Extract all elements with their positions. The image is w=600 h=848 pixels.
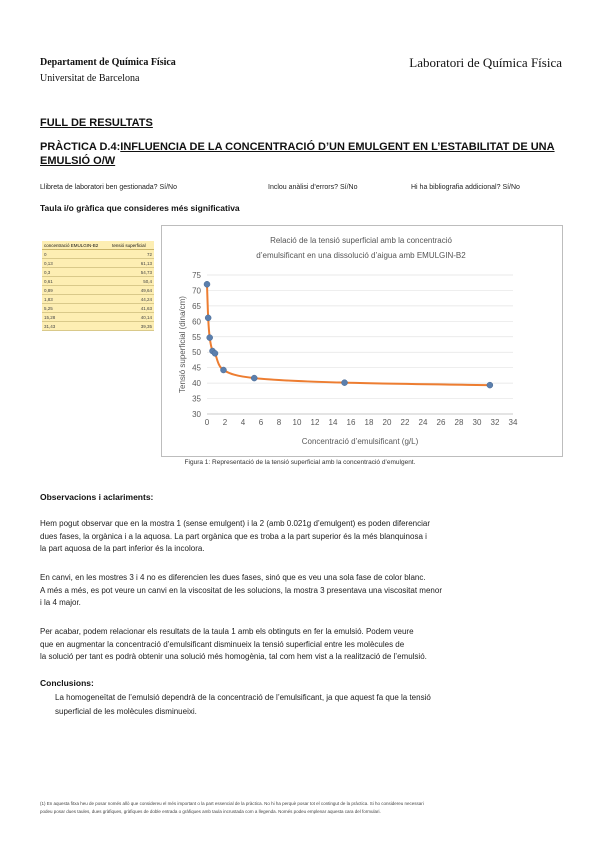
table-header-row (42, 241, 154, 250)
x-tick-label: 20 (382, 418, 392, 427)
text-line: la part aquosa de la part inferior és la incolora. (40, 544, 205, 554)
y-tick-label: 60 (192, 317, 201, 327)
x-tick-label: 32 (490, 418, 500, 427)
y-tick-label: 55 (192, 332, 201, 342)
data-point (212, 350, 218, 356)
y-tick-label: 40 (192, 379, 201, 389)
tension-cell: 44,24 (110, 295, 154, 304)
tension-cell: 49,64 (110, 286, 154, 295)
chart-title-line1: Relació de la tensió superficial amb la concentració (270, 236, 452, 245)
tension-cell: 41,63 (110, 304, 154, 313)
observations-heading: Observacions i aclariments: (40, 492, 154, 502)
y-tick-label: 30 (192, 410, 201, 419)
x-tick-label: 30 (472, 418, 482, 427)
concentration-cell: 31,43 (42, 322, 110, 331)
x-tick-label: 16 (346, 418, 356, 427)
y-axis-label: Tensió superficial (dina/cm) (178, 296, 187, 393)
data-point (207, 335, 213, 341)
y-tick-label: 65 (192, 301, 201, 311)
check-bibliography: Hi ha bibliografia addicional? Sí/No (411, 184, 520, 191)
x-tick-label: 22 (400, 418, 410, 427)
text-line: superficial de les molècules disminueixi. (55, 707, 197, 716)
y-tick-label: 35 (192, 394, 201, 404)
data-point (342, 380, 348, 386)
x-tick-label: 26 (436, 418, 446, 427)
department-name: Departament de Química Física (40, 57, 176, 68)
y-tick-label: 45 (192, 363, 201, 373)
observations-paragraph-3 (40, 626, 565, 664)
series-line (207, 284, 490, 385)
y-tick-label: 50 (192, 348, 201, 358)
table-row (42, 277, 154, 286)
footnote-line: podeu posar dues taules, dues gràfiques, gràfiques de doble entrada o gràfiques amb taula incrustada com a llegenda. Només podeu emplenar aquesta cara del formulari. (40, 809, 381, 814)
x-tick-label: 2 (222, 418, 228, 427)
x-tick-label: 18 (364, 418, 374, 427)
text-line: En canvi, en les mostres 3 i 4 no es diferencien les dues fases, sinó que es veu una sola fase de color blanc. (40, 573, 426, 582)
table-row (42, 322, 154, 331)
table-row (42, 268, 154, 277)
concentration-cell: 0,61 (42, 277, 110, 286)
text-line: i la 4 major. (40, 598, 81, 608)
table-header-cell: tensió superficial (110, 241, 154, 250)
lab-name: Laboratori de Química Física (409, 55, 562, 70)
x-tick-label: 6 (258, 418, 264, 427)
tension-cell: 72 (110, 250, 154, 259)
line-chart (161, 225, 561, 455)
y-tick-label: 75 (192, 271, 201, 280)
text-line: Hem pogut observar que en la mostra 1 (sense emulgent) i la 2 (amb 0.021g d’emulgent) es poden diferenciar (40, 519, 430, 528)
observations-paragraph-1 (40, 518, 565, 556)
concentration-cell: 1,83 (42, 295, 110, 304)
x-tick-label: 0 (204, 418, 210, 427)
text-line: Per acabar, podem relacionar els resultats de la taula 1 amb els obtinguts en fer la emulsió. Podem veure (40, 627, 414, 636)
concentration-cell: 0 (42, 250, 110, 259)
chart-title-line2: d’emulsificant en una dissolució d’aigua amb EMULGIN-B2 (256, 251, 466, 260)
x-tick-label: 24 (418, 418, 428, 427)
figure-caption: Figura 1: Representació de la tensió superficial amb la concentració d’emulgent. (184, 459, 416, 466)
data-point (205, 315, 211, 321)
footnote-line: (1) En aquesta fitxa heu de posar només allò que considereu el més important o la part essencial de la pràctica. No hi ha perquè posar tot el contingut de la pràctica. Si ho considereu necessari (40, 801, 424, 806)
concentration-cell: 0,13 (42, 259, 110, 268)
x-tick-label: 4 (240, 418, 246, 427)
table-header-cell: concentració EMULGIN-B2 (42, 241, 110, 250)
table-heading: Taula i/o gràfica que consideres més significativa (40, 203, 240, 213)
x-tick-label: 12 (310, 418, 320, 427)
x-axis-label: Concentració d’emulsificant (g/L) (301, 437, 419, 446)
tension-cell: 61,13 (110, 259, 154, 268)
concentration-cell: 5,25 (42, 304, 110, 313)
table-row (42, 313, 154, 322)
practice-code: PRÀCTICA D.4: (40, 141, 121, 153)
x-tick-label: 8 (276, 418, 282, 427)
data-table (42, 241, 154, 331)
sheet-title: FULL DE RESULTATS (40, 117, 153, 129)
table-row (42, 295, 154, 304)
conclusions-heading: Conclusions: (40, 678, 94, 688)
data-point (220, 367, 226, 373)
x-tick-label: 14 (328, 418, 338, 427)
university-name: Universitat de Barcelona (40, 73, 140, 84)
tension-cell: 54,73 (110, 268, 154, 277)
conclusions-text (55, 691, 565, 719)
text-line: La homogeneïtat de l’emulsió dependrà de la concentració de l’emulsificant, ja que aquest fa que la tensió (55, 693, 431, 702)
concentration-cell: 0,89 (42, 286, 110, 295)
data-point (251, 375, 257, 381)
table-row (42, 286, 154, 295)
text-line: A més a més, es pot veure un canvi en la viscositat de les solucions, la mostra 3 presentava una viscositat menor (40, 585, 442, 595)
text-line: que en augmentar la concentració d’emulsificant disminueix la tensió superficial entre les molècules de (40, 639, 405, 649)
text-line: la solució per tant es podrà obtenir una solució més homogènia, tal com hem vist a la realització de l’emulsió. (40, 652, 427, 662)
tension-cell: 50,4 (110, 277, 154, 286)
text-line: dues fases, la orgànica i a la aquosa. La part orgànica que es troba a la part superior és la més blanquinosa i (40, 531, 427, 541)
tension-cell: 39,35 (110, 322, 154, 331)
check-notebook: Llibreta de laboratori ben gestionada? Sí/No (40, 184, 177, 191)
tension-cell: 40,14 (110, 313, 154, 322)
check-errors: Inclou anàlisi d’errors? Sí/No (268, 184, 358, 191)
x-tick-label: 28 (454, 418, 464, 427)
concentration-cell: 15,28 (42, 313, 110, 322)
concentration-cell: 0,3 (42, 268, 110, 277)
table-row (42, 250, 154, 259)
practice-name: INFLUENCIA DE LA CONCENTRACIÓ D’UN EMULGENT EN L’ESTABILITAT DE UNA EMULSIÓ O/W (40, 141, 555, 167)
y-tick-label: 70 (192, 286, 201, 296)
table-row (42, 304, 154, 313)
data-point (487, 382, 493, 388)
observations-paragraph-2 (40, 572, 565, 610)
footnote (40, 800, 565, 816)
practice-title (40, 140, 565, 168)
x-tick-label: 10 (292, 418, 302, 427)
x-tick-label: 34 (508, 418, 518, 427)
table-row (42, 259, 154, 268)
data-point (204, 281, 210, 287)
